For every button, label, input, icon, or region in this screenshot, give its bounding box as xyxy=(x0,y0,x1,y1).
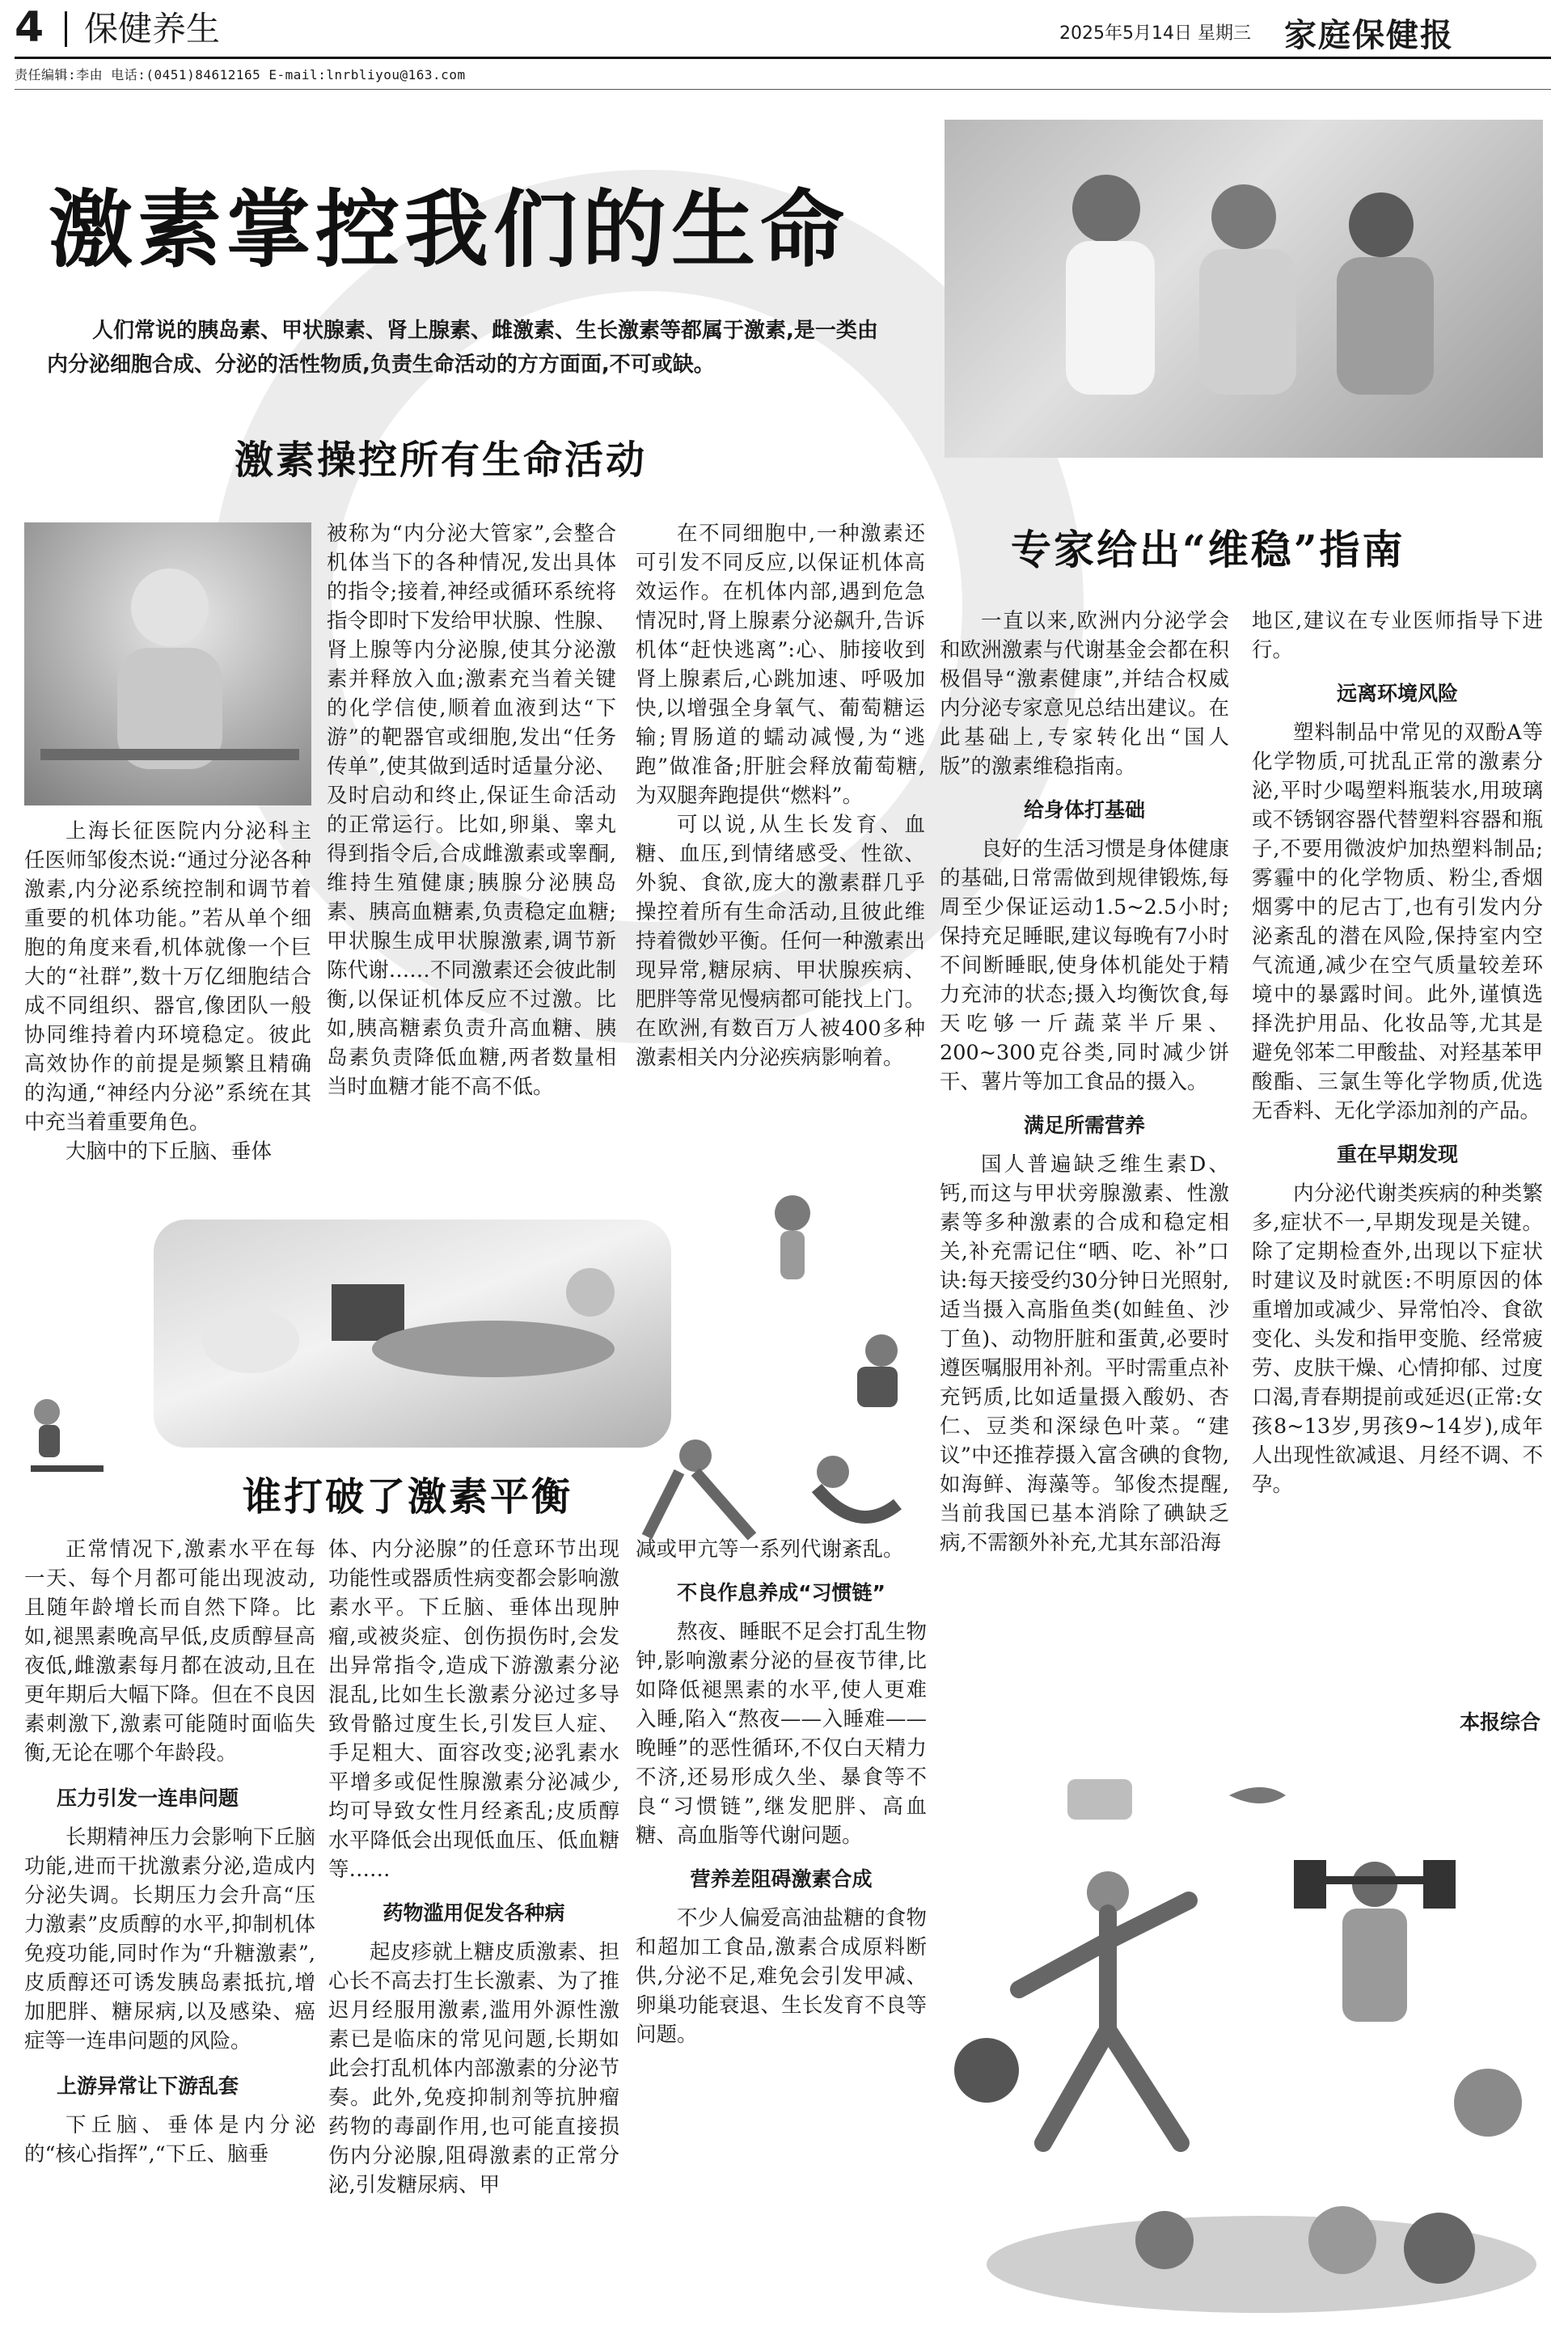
paragraph: 塑料制品中常见的双酚A等化学物质,可扰乱正常的激素分泌,平时少喝塑料瓶装水,用玻璃或不锈钢容器代替塑料容器和瓶子,不要用微波炉加热塑料制品;雾霾中的化学物质、粉尘,香烟烟雾中的尼古丁,也有引发内分泌紊乱的潜在风险,保持室内空气流通,减少在空气质量较差环境中的暴露时间。此外,谨慎选择洗护用品、化妆品等,尤其是避免邻苯二甲酸盐、对羟基苯甲酸酯、三氯生等化学物质,优选无香料、无化学添加剂的产品。 xyxy=(1252,721,1543,1123)
issue-date: 2025年5月14日 星期三 xyxy=(1059,23,1251,44)
subheading: 营养差阻碍激素合成 xyxy=(690,1867,873,1891)
subheading: 远离环境风险 xyxy=(1336,682,1458,705)
header-rule-thin xyxy=(15,89,1551,90)
paragraph: 一直以来,欧洲内分泌学会和欧洲激素与代谢基金会都在积极倡导“激素健康”,并结合权威内分泌专家意见总结出建议。在此基础上,专家转化出“国人版”的激素维稳指南。 xyxy=(940,609,1229,779)
paragraph: 大脑中的下丘脑、垂体 xyxy=(66,1139,273,1164)
paragraph: 国人普遍缺乏维生素D、钙,而这与甲状旁腺激素、性激素等多种激素的合成和稳定相关,补充需记住“晒、吃、补”口诀:每天接受约30分钟日光照射,适当摄入高脂鱼类(如鲑鱼、沙丁鱼)、动物肝脏和蛋黄,必要时遵医嘱服用补剂。平时需重点补充钙质,比如适量摄入酸奶、杏仁、豆类和深绿色叶菜。“建议”中还推荐摄入富含碘的食物,如海鲜、海藻等。邹俊杰提醒,当前我国已基本消除了碘缺乏病,不需额外补充,尤其东部沿海 xyxy=(940,1152,1229,1555)
elderly-man-photo xyxy=(24,522,311,805)
subheading: 给身体打基础 xyxy=(1023,798,1145,822)
paragraph: 在不同细胞中,一种激素还可引发不同反应,以保证机体高效运作。在机体内部,遇到危急情况时,肾上腺素分泌飙升,告诉机体“赶快逃离”:心、肺接收到肾上腺素后,心跳加速、呼吸加快,以增强全身氧气、葡萄糖运输;胃肠道的蠕动减慢,为“逃跑”做准备;肝脏会释放葡萄糖,为双腿奔跑提供“燃料”。 xyxy=(636,522,925,808)
s1-column-3 xyxy=(636,519,925,1072)
paragraph: 减或甲亢等一系列代谢紊乱。 xyxy=(636,1537,904,1562)
paragraph: 内分泌代谢类疾病的种类繁多,症状不一,早期发现是关键。除了定期检查外,出现以下症状时建议及时就医:不明原因的体重增加或减少、异常怕冷、食欲变化、头发和指甲变脆、经常疲劳、皮肤干燥、心情抑郁、过度口渴,青春期提前或延迟(正常:女孩8~13岁,男孩9~14岁),成年人出现性欲减退、月经不调、不孕。 xyxy=(1252,1182,1543,1497)
paragraph: 上海长征医院内分泌科主任医师邹俊杰说:“通过分泌各种激素,内分泌系统控制和调节着重要的机体功能。”若从单个细胞的角度来看,机体就像一个巨大的“社群”,数十万亿细胞结合成不同组织、器官,像团队一般协同维持着内环境稳定。彼此高效协作的前提是频繁且精确的沟通,“神经内分泌”系统在其中充当着重要角色。 xyxy=(24,819,311,1135)
newspaper-name: 家庭保健报 xyxy=(1284,16,1454,54)
header-rule xyxy=(15,57,1551,59)
paragraph: 被称为“内分泌大管家”,会整合机体当下的各种情况,发出具体的指令;接着,神经或循环系统将指令即时下发给甲状腺、性腺、肾上腺等内分泌腺,使其分泌激素并释放入血;激素充当着关键的化学信使,顺着血液到达“下游”的靶器官或细胞,发出“任务传单”,使其做到适时适量分泌、及时启动和终止,保证生命活动的正常运行。比如,卵巢、睾丸得到指令后,合成雌激素或睾酮,维持生殖健康;胰腺分泌胰岛素、胰高血糖素,负责稳定血糖;甲状腺生成甲状腺激素,调节新陈代谢……不同激素还会彼此制衡,以保证机体反应不过激。比如,胰高糖素负责升高血糖、胰岛素负责降低血糖,两者数量相当时血糖才能不高不低。 xyxy=(327,522,616,1099)
paragraph: 长期精神压力会影响下丘脑功能,进而干扰激素分泌,造成内分泌失调。长期压力会升高“压力激素”皮质醇的水平,抑制机体免疫功能,同时作为“升糖激素”,皮质醇还可诱发胰岛素抵抗,增加肥胖、糖尿病,以及感染、癌症等一连串问题的风险。 xyxy=(24,1825,315,2053)
s2-column-1 xyxy=(24,1535,315,2169)
article-title: 激素掌控我们的生命 xyxy=(49,180,850,279)
fitness-food-illustration xyxy=(922,1763,1553,2321)
paragraph: 正常情况下,激素水平在每一天、每个月都可能出现波动,且随年龄增长而自然下降。比如,褪黑素晚高早低,皮质醇昼高夜低,雌激素每月都在波动,且在更年期后大幅下降。但在不良因素刺激下,激素可能随时面临失衡,无论在哪个年龄段。 xyxy=(24,1537,315,1765)
paragraph: 熬夜、睡眠不足会打乱生物钟,影响激素分泌的昼夜节律,比如降低褪黑素的水平,使人更难入睡,陷入“熬夜——入睡难——晚睡”的恶性循环,不仅白天精力不济,还易形成久坐、暴食等不良“习惯链”,继发肥胖、高血糖、高血脂等代谢问题。 xyxy=(636,1620,927,1848)
subheading: 不良作息养成“习惯链” xyxy=(677,1581,885,1604)
subheading: 满足所需营养 xyxy=(1023,1114,1145,1137)
subheading: 压力引发一连串问题 xyxy=(57,1786,239,1810)
section-title-expert-guide: 专家给出“维稳”指南 xyxy=(1011,526,1405,573)
header-divider xyxy=(65,11,67,47)
yoga-poses-illustration xyxy=(631,1181,922,1561)
section-title-hormone-imbalance: 谁打破了激素平衡 xyxy=(243,1474,573,1520)
s2-column-2 xyxy=(328,1535,619,2200)
doctor-patients-photo xyxy=(945,120,1543,458)
paragraph: 体、内分泌腺”的任意环节出现功能性或器质性病变都会影响激素水平。下丘脑、垂体出现肿瘤,或被炎症、创伤损伤时,会发出异常指令,造成下游激素分泌混乱,比如生长激素分泌过多导致骨骼过度生长,引发巨人症、手足粗大、面容改变;泌乳素水平增多或促性腺激素分泌减少,均可导致女性月经紊乱;皮质醇水平降低会出现低血压、低血糖等…… xyxy=(328,1537,619,1882)
s3-column-1 xyxy=(940,607,1229,1558)
paragraph: 不少人偏爱高油盐糖的食物和超加工食品,激素合成原料断供,分泌不足,难免会引发甲减、卵巢功能衰退、生长发育不良等问题。 xyxy=(636,1906,927,2047)
paragraph: 可以说,从生长发育、血糖、血压,到情绪感受、性欲、外貌、食欲,庞大的激素群几乎操控着所有生命活动,且彼此维持着微妙平衡。任何一种激素出现异常,糖尿病、甲状腺疾病、肥胖等常见慢病都可能找上门。在欧洲,有数百万人被400多种激素相关内分泌疾病影响着。 xyxy=(636,813,925,1070)
subheading: 上游异常让下游乱套 xyxy=(57,2074,239,2098)
subheading: 重在早期发现 xyxy=(1336,1143,1458,1166)
yoga-figure-icon xyxy=(15,1388,128,1485)
paragraph: 良好的生活习惯是身体健康的基础,日常需做到规律锻炼,每周至少保证运动1.5~2.5小时;保持充足睡眠,建议每晚有7小时不间断睡眠,使身体机能处于精力充沛的状态;摄入均衡饮食,每天吃够一斤蔬菜半斤果、200~300克谷类,同时减少饼干、薯片等加工食品的摄入。 xyxy=(940,837,1229,1094)
s1-column-2 xyxy=(327,519,616,1101)
paragraph: 下丘脑、垂体是内分泌的“核心指挥”,“下丘、脑垂 xyxy=(24,2113,315,2167)
article-intro: 人们常说的胰岛素、甲状腺素、肾上腺素、雌激素、生长激素等都属于激素,是一类由内分泌细胞合成、分泌的活性物质,负责生命活动的方方面面,不可或缺。 xyxy=(47,319,878,377)
paragraph: 起皮疹就上糖皮质激素、担心长不高去打生长激素、为了推迟月经服用激素,滥用外源性激素已是临床的常见问题,长期如此会打乱机体内部激素的分泌节奏。此外,免疫抑制剂等抗肿瘤药物的毒副作用,也可能直接损伤内分泌腺,阻碍激素的正常分泌,引发糖尿病、甲 xyxy=(328,1940,619,2197)
section-name: 保健养生 xyxy=(84,9,221,49)
subheading: 药物滥用促发各种病 xyxy=(382,1901,565,1925)
paragraph: 地区,建议在专业医师指导下进行。 xyxy=(1252,609,1543,662)
s3-column-2 xyxy=(1252,607,1543,1499)
section-title-hormone-control: 激素操控所有生命活动 xyxy=(235,438,648,483)
healthy-food-photo xyxy=(154,1220,671,1448)
byline: 本报综合 xyxy=(1459,1710,1541,1734)
s2-column-3 xyxy=(636,1535,927,2049)
editor-info: 责任编辑:李由 电话:(0451)84612165 E-mail:lnrbliyou@163.com xyxy=(15,67,466,82)
page-number: 4 xyxy=(15,3,44,52)
s1-column-1 xyxy=(24,817,311,1166)
